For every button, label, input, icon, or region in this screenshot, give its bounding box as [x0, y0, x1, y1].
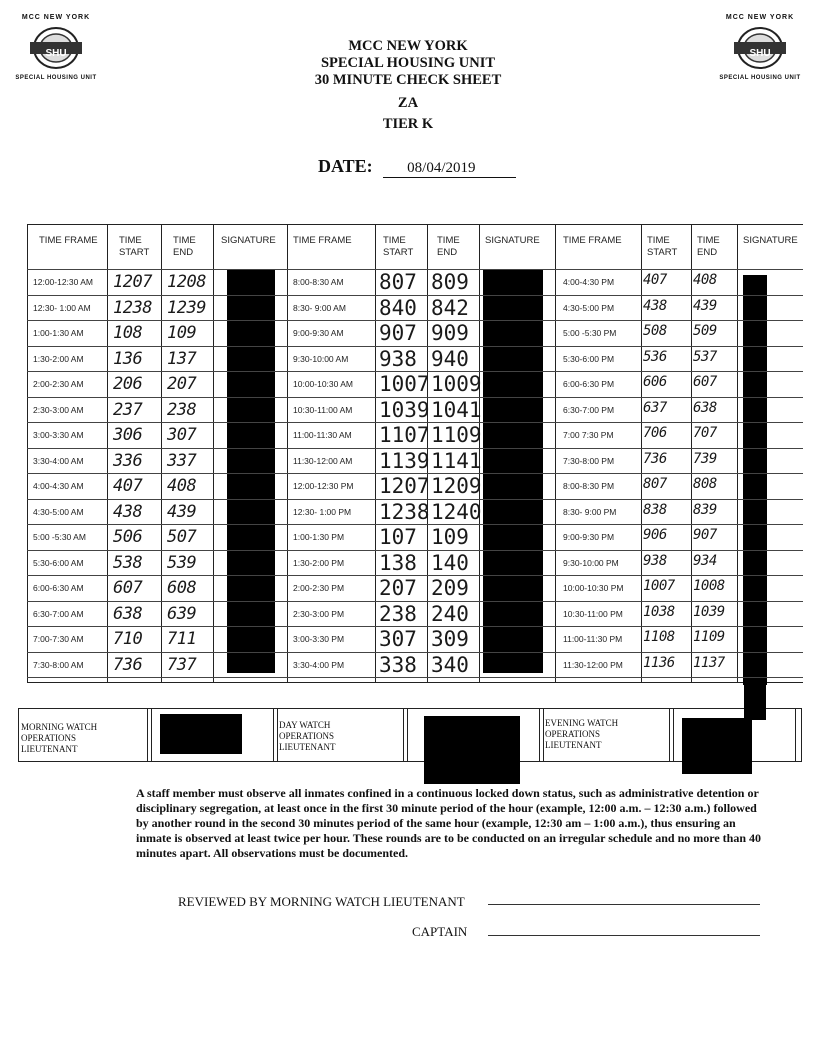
time-end-cell: 1208 — [167, 272, 206, 292]
date-label: DATE: — [318, 156, 373, 176]
header-line-1: MCC NEW YORK — [348, 38, 468, 54]
time-frame-cell: 10:00-10:30 AM — [293, 379, 354, 389]
time-frame-cell: 1:30-2:00 AM — [33, 353, 84, 364]
evening-watch-label: EVENING WATCH OPERATIONS LIEUTENANT — [545, 718, 619, 750]
time-start-cell: 536 — [643, 348, 667, 365]
time-start-cell: 138 — [379, 550, 417, 575]
time-end-cell: 140 — [431, 550, 469, 575]
time-frame-cell: 4:30-5:00 AM — [33, 506, 84, 517]
check-table — [27, 224, 803, 683]
time-end-cell: 439 — [693, 297, 717, 314]
time-start-cell: 1207 — [113, 272, 152, 292]
col-header-time-frame: TIME FRAME — [39, 235, 98, 246]
time-end-cell: 1039 — [693, 603, 725, 620]
time-frame-cell: 12:00-12:30 AM — [33, 277, 94, 287]
time-frame-cell: 5:30-6:00 PM — [563, 353, 615, 364]
time-frame-cell: 12:00-12:30 PM — [293, 481, 354, 491]
logo-top-text: MCC NEW YORK — [725, 14, 795, 21]
time-start-cell: 638 — [113, 603, 143, 624]
time-end-cell: 909 — [431, 321, 469, 345]
time-frame-cell: 7:30-8:00 PM — [563, 455, 615, 466]
time-end-cell: 639 — [167, 603, 197, 624]
time-frame-cell: 10:00-10:30 PM — [563, 583, 624, 593]
col-header-time-end: TIME END — [697, 235, 720, 258]
reviewed-signature-line — [488, 904, 760, 905]
time-frame-cell: 5:00 -5:30 AM — [33, 532, 86, 542]
time-frame-cell: 9:00-9:30 AM — [293, 328, 344, 338]
header-line-3: 30 MINUTE CHECK SHEET — [314, 72, 502, 88]
time-start-cell: 1107 — [379, 423, 430, 447]
col-header-signature: SIGNATURE — [743, 235, 798, 246]
time-end-cell: 707 — [693, 425, 717, 441]
time-start-cell: 906 — [643, 527, 667, 543]
time-end-cell: 439 — [167, 501, 197, 522]
time-start-cell: 107 — [379, 525, 417, 549]
time-frame-cell: 11:30-12:00 PM — [563, 659, 623, 670]
time-end-cell: 711 — [167, 629, 197, 649]
redacted-signature — [483, 269, 543, 673]
time-end-cell: 842 — [431, 295, 469, 320]
time-end-cell: 539 — [167, 552, 197, 573]
redacted-signature — [160, 714, 242, 754]
date-row — [318, 156, 516, 178]
time-end-cell: 739 — [693, 450, 717, 467]
time-frame-cell: 5:00 -5:30 PM — [563, 328, 617, 338]
col-header-time-start: TIME START — [119, 235, 150, 258]
time-start-cell: 907 — [379, 321, 417, 345]
time-start-cell: 338 — [379, 652, 417, 677]
time-end-cell: 1008 — [693, 578, 725, 594]
time-frame-cell: 1:30-2:00 PM — [293, 557, 345, 568]
time-start-cell: 407 — [643, 272, 667, 288]
time-start-cell: 1108 — [643, 629, 675, 645]
time-end-cell: 809 — [431, 270, 469, 294]
time-end-cell: 537 — [693, 348, 717, 365]
time-start-cell: 237 — [113, 399, 143, 420]
time-start-cell: 938 — [643, 552, 667, 569]
time-start-cell: 710 — [113, 629, 143, 649]
time-start-cell: 736 — [643, 450, 667, 467]
time-frame-cell: 2:30-3:00 AM — [33, 404, 84, 415]
time-frame-cell: 7:30-8:00 AM — [33, 659, 84, 670]
logo-top-text: MCC NEW YORK — [21, 14, 91, 21]
time-start-cell: 1007 — [379, 372, 430, 396]
time-frame-cell: 3:30-4:00 PM — [293, 659, 345, 670]
col-header-signature: SIGNATURE — [221, 235, 276, 246]
time-start-cell: 207 — [379, 576, 417, 600]
time-frame-cell: 8:00-8:30 PM — [563, 481, 615, 491]
time-frame-cell: 4:00-4:30 PM — [563, 277, 615, 287]
time-end-cell: 207 — [167, 374, 197, 394]
time-start-cell: 607 — [113, 578, 143, 598]
time-frame-cell: 6:30-7:00 PM — [563, 404, 615, 415]
time-end-cell: 1109 — [693, 629, 725, 645]
time-end-cell: 408 — [693, 272, 717, 288]
captain-signature-line — [488, 935, 760, 936]
time-end-cell: 240 — [431, 601, 469, 626]
header-line-4: ZA — [397, 95, 419, 111]
time-end-cell: 934 — [693, 552, 717, 569]
time-frame-cell: 3:30-4:00 AM — [33, 455, 84, 466]
time-end-cell: 507 — [167, 527, 197, 547]
header-line-2: SPECIAL HOUSING UNIT — [320, 55, 496, 71]
time-start-cell: 306 — [113, 425, 143, 445]
time-start-cell: 136 — [113, 348, 143, 369]
col-header-time-start: TIME START — [383, 235, 414, 258]
time-start-cell: 508 — [643, 323, 667, 339]
time-start-cell: 1139 — [379, 448, 430, 473]
time-frame-cell: 2:00-2:30 PM — [293, 583, 345, 593]
time-start-cell: 706 — [643, 425, 667, 441]
header-line-5: TIER K — [382, 116, 434, 132]
time-frame-cell: 11:00-11:30 AM — [293, 430, 352, 440]
time-start-cell: 736 — [113, 654, 143, 675]
time-end-cell: 340 — [431, 652, 469, 677]
time-end-cell: 209 — [431, 576, 469, 600]
time-start-cell: 1207 — [379, 474, 430, 498]
time-end-cell: 839 — [693, 501, 717, 518]
time-frame-cell: 6:00-6:30 PM — [563, 379, 615, 389]
time-start-cell: 108 — [113, 323, 143, 343]
time-end-cell: 808 — [693, 476, 717, 492]
captain-label: CAPTAIN — [412, 924, 468, 939]
time-frame-cell: 1:00-1:30 PM — [293, 532, 345, 542]
time-end-cell: 1239 — [167, 297, 206, 318]
time-frame-cell: 12:30- 1:00 PM — [293, 506, 352, 517]
policy-notice: A staff member must observe all inmates confined in a continuous locked down status, such as administrative detention or disciplinary segregation, at least once in the first 30 minute period of the hour (example, 12:00 a.m. – 12:30 a.m.) followed by another round in the second 30 minutes period of the same hour (example, 12:30 am – 1:00 a.m.), thus ensuring an inmate is observed at least twice per hour. These rounds are to be conducted on an irregular schedule and no more than 40 minutes apart. All observations must be documented. — [136, 786, 762, 860]
time-end-cell: 509 — [693, 323, 717, 339]
time-start-cell: 807 — [379, 270, 417, 294]
time-frame-cell: 11:30-12:00 AM — [293, 455, 353, 466]
time-frame-cell: 7:00-7:30 AM — [33, 634, 84, 644]
col-header-time-end: TIME END — [437, 235, 460, 258]
morning-watch-label: MORNING WATCH OPERATIONS LIEUTENANT — [21, 722, 98, 754]
logo-badge-text: SHU — [45, 48, 67, 59]
redacted-signature — [743, 275, 767, 685]
time-frame-cell: 10:30-11:00 AM — [293, 404, 353, 415]
logo-badge-text: SHU — [749, 48, 771, 59]
date-value: 08/04/2019 — [383, 160, 515, 178]
time-start-cell: 807 — [643, 476, 667, 492]
time-frame-cell: 3:00-3:30 PM — [293, 634, 345, 644]
time-frame-cell: 6:30-7:00 AM — [33, 608, 84, 619]
time-frame-cell: 9:30-10:00 PM — [563, 557, 619, 568]
time-end-cell: 608 — [167, 578, 197, 598]
time-end-cell: 309 — [431, 627, 469, 651]
time-end-cell: 109 — [431, 525, 469, 549]
time-end-cell: 1009 — [431, 372, 482, 396]
time-end-cell: 307 — [167, 425, 197, 445]
time-frame-cell: 1:00-1:30 AM — [33, 328, 84, 338]
time-start-cell: 407 — [113, 476, 143, 496]
time-start-cell: 307 — [379, 627, 417, 651]
time-end-cell: 337 — [167, 450, 197, 471]
logo-bottom-text: SPECIAL HOUSING UNIT — [719, 75, 801, 81]
time-start-cell: 1238 — [379, 499, 430, 524]
time-start-cell: 1039 — [379, 397, 430, 422]
redacted-signature — [227, 269, 275, 673]
time-frame-cell: 2:30-3:00 PM — [293, 608, 345, 619]
time-start-cell: 1238 — [113, 297, 152, 318]
time-frame-cell: 12:30- 1:00 AM — [33, 302, 91, 313]
time-frame-cell: 4:30-5:00 PM — [563, 302, 615, 313]
time-frame-cell: 3:00-3:30 AM — [33, 430, 84, 440]
time-frame-cell: 6:00-6:30 AM — [33, 583, 84, 593]
time-end-cell: 408 — [167, 476, 197, 496]
redacted-signature — [744, 680, 766, 720]
col-header-signature: SIGNATURE — [485, 235, 540, 246]
time-frame-cell: 10:30-11:00 PM — [563, 608, 623, 619]
time-end-cell: 1041 — [431, 397, 482, 422]
time-start-cell: 938 — [379, 346, 417, 371]
time-start-cell: 1038 — [643, 603, 675, 620]
time-start-cell: 438 — [113, 501, 143, 522]
time-start-cell: 838 — [643, 501, 667, 518]
time-end-cell: 1141 — [431, 448, 482, 473]
time-end-cell: 940 — [431, 346, 469, 371]
time-start-cell: 606 — [643, 374, 667, 390]
redacted-signature — [682, 718, 752, 774]
time-frame-cell: 9:00-9:30 PM — [563, 532, 615, 542]
time-end-cell: 1209 — [431, 474, 482, 498]
time-frame-cell: 5:30-6:00 AM — [33, 557, 84, 568]
time-end-cell: 737 — [167, 654, 197, 675]
time-frame-cell: 11:00-11:30 PM — [563, 634, 623, 644]
day-watch-label: DAY WATCH OPERATIONS LIEUTENANT — [279, 720, 336, 752]
time-frame-cell: 8:30- 9:00 PM — [563, 506, 617, 517]
col-header-time-frame: TIME FRAME — [293, 235, 352, 246]
time-start-cell: 538 — [113, 552, 143, 573]
time-frame-cell: 7:00 7:30 PM — [563, 430, 614, 440]
time-start-cell: 637 — [643, 399, 667, 416]
reviewed-label: REVIEWED BY MORNING WATCH LIEUTENANT — [178, 894, 465, 909]
redacted-signature — [424, 716, 520, 784]
time-start-cell: 1136 — [643, 654, 675, 671]
time-start-cell: 336 — [113, 450, 143, 471]
time-start-cell: 840 — [379, 295, 417, 320]
time-start-cell: 438 — [643, 297, 667, 314]
time-start-cell: 1007 — [643, 578, 675, 594]
col-header-time-start: TIME START — [647, 235, 678, 258]
time-end-cell: 607 — [693, 374, 717, 390]
time-frame-cell: 9:30-10:00 AM — [293, 353, 349, 364]
time-end-cell: 1109 — [431, 423, 482, 447]
time-end-cell: 109 — [167, 323, 197, 343]
logo-bottom-text: SPECIAL HOUSING UNIT — [15, 75, 97, 81]
time-frame-cell: 8:30- 9:00 AM — [293, 302, 346, 313]
time-frame-cell: 4:00-4:30 AM — [33, 481, 84, 491]
time-start-cell: 238 — [379, 601, 417, 626]
time-end-cell: 638 — [693, 399, 717, 416]
time-end-cell: 907 — [693, 527, 717, 543]
time-end-cell: 137 — [167, 348, 197, 369]
col-header-time-end: TIME END — [173, 235, 196, 258]
time-frame-cell: 2:00-2:30 AM — [33, 379, 84, 389]
time-end-cell: 1240 — [431, 499, 482, 524]
time-end-cell: 238 — [167, 399, 197, 420]
col-header-time-frame: TIME FRAME — [563, 235, 622, 246]
time-start-cell: 206 — [113, 374, 143, 394]
time-frame-cell: 8:00-8:30 AM — [293, 277, 344, 287]
time-start-cell: 506 — [113, 527, 143, 547]
time-end-cell: 1137 — [693, 654, 725, 671]
